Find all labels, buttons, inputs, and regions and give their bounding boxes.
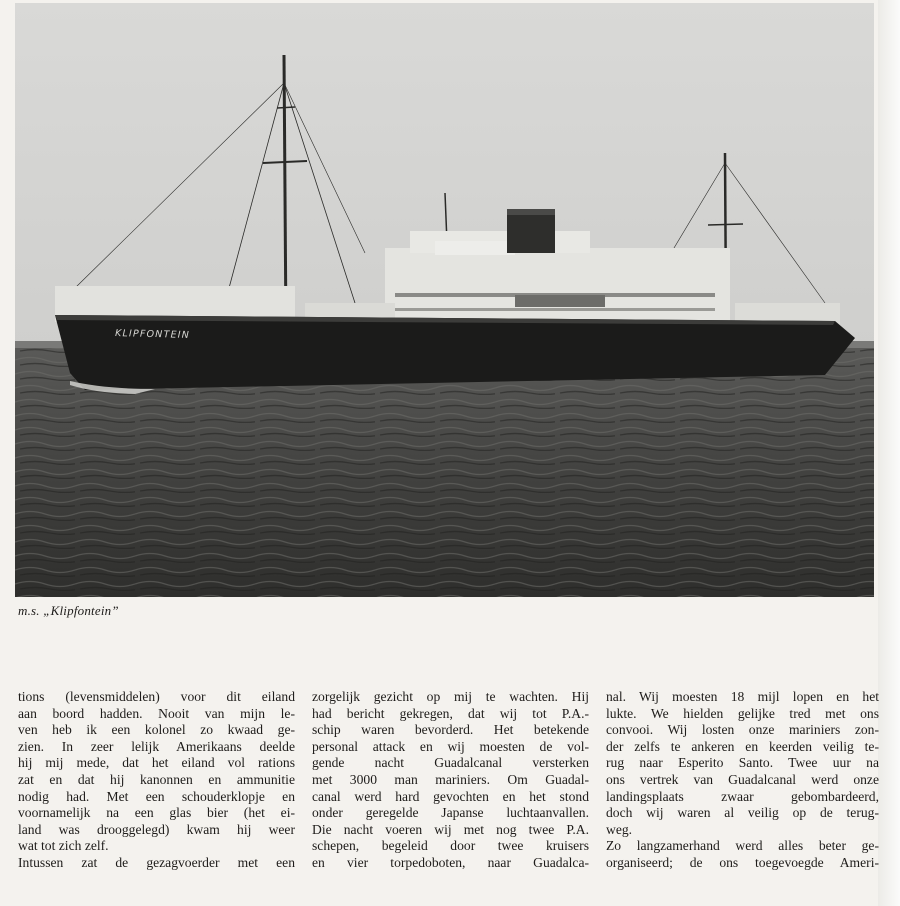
- text-line: had bericht gekregen, dat wij tot P.A.-: [312, 705, 589, 721]
- text-line: convooi. Wij losten onze mariniers zon-: [606, 722, 879, 738]
- text-line: tions (levensmiddelen) voor dit eiland: [18, 689, 295, 704]
- text-line: canal werd hard gevochten en het stond: [312, 788, 589, 804]
- text-line: land was drooggelegd) kwam hij weer: [18, 821, 295, 837]
- text-line: nal. Wij moesten 18 mijl lopen en het: [606, 689, 879, 704]
- text-line: nodig had. Met een schouderklopje en: [18, 788, 295, 804]
- text-line: zat en dat hij kanonnen en ammunitie: [18, 771, 295, 787]
- text-line: schepen, begeleid door twee kruisers: [312, 838, 589, 854]
- text-line: der zelfs te ankeren en keerden veilig te-: [606, 738, 879, 754]
- text-column-2: [312, 689, 589, 872]
- page-edge: [878, 0, 900, 906]
- text-line: aan boord hadden. Nooit van mijn le-: [18, 705, 295, 721]
- text-line: organiseerd; de ons toegevoegde Ameri-: [606, 854, 879, 870]
- text-line: met 3000 man mariniers. Om Guadal-: [312, 771, 589, 787]
- text-line: landingsplaats zwaar gebombardeerd,: [606, 788, 879, 804]
- text-line: doch wij waren al veilig op de terug-: [606, 805, 879, 821]
- text-line: en vier torpedoboten, naar Guadalca-: [312, 854, 589, 870]
- text-line: gende nacht Guadalcanal versterken: [312, 755, 589, 771]
- text-line: Zo langzamerhand werd alles beter ge-: [606, 838, 879, 854]
- text-line: onder geregelde Japanse luchtaanvallen.: [312, 805, 589, 821]
- text-line: schip waren bevorderd. Het betekende: [312, 722, 589, 738]
- text-line: zorgelijk gezicht op mij te wachten. Hij: [312, 689, 589, 704]
- text-line: Intussen zat de gezagvoerder met een: [18, 854, 295, 870]
- text-column-3: [606, 689, 879, 872]
- text-line: ven heb ik een kolonel zo kwaad ge-: [18, 722, 295, 738]
- text-line: hij mij mede, dat het eiland vol rations: [18, 755, 295, 771]
- ship-photo: [15, 3, 874, 597]
- ship-funnel: [507, 209, 555, 253]
- text-line: personal attack en wij moesten de vol-: [312, 738, 589, 754]
- hull-name: KLIPFONTEIN: [114, 328, 191, 341]
- text-line: zien. In zeer lelijk Amerikaans deelde: [18, 738, 295, 754]
- text-line: ons vertrek van Guadalcanal werd onze: [606, 771, 879, 787]
- text-line: lukte. We hielden gelijke tred met ons: [606, 705, 879, 721]
- text-line: weg.: [606, 821, 633, 837]
- text-line: rug naar Esperito Santo. Twee uur na: [606, 755, 879, 771]
- text-line: voornamelijk na een glas bier (het ei-: [18, 805, 295, 821]
- text-column-1: [18, 689, 295, 872]
- photo-caption: m.s. „Klipfontein”: [18, 603, 119, 618]
- text-line: Die nacht voeren wij met nog twee P.A.: [312, 821, 589, 837]
- text-line: wat tot zich zelf.: [18, 838, 109, 854]
